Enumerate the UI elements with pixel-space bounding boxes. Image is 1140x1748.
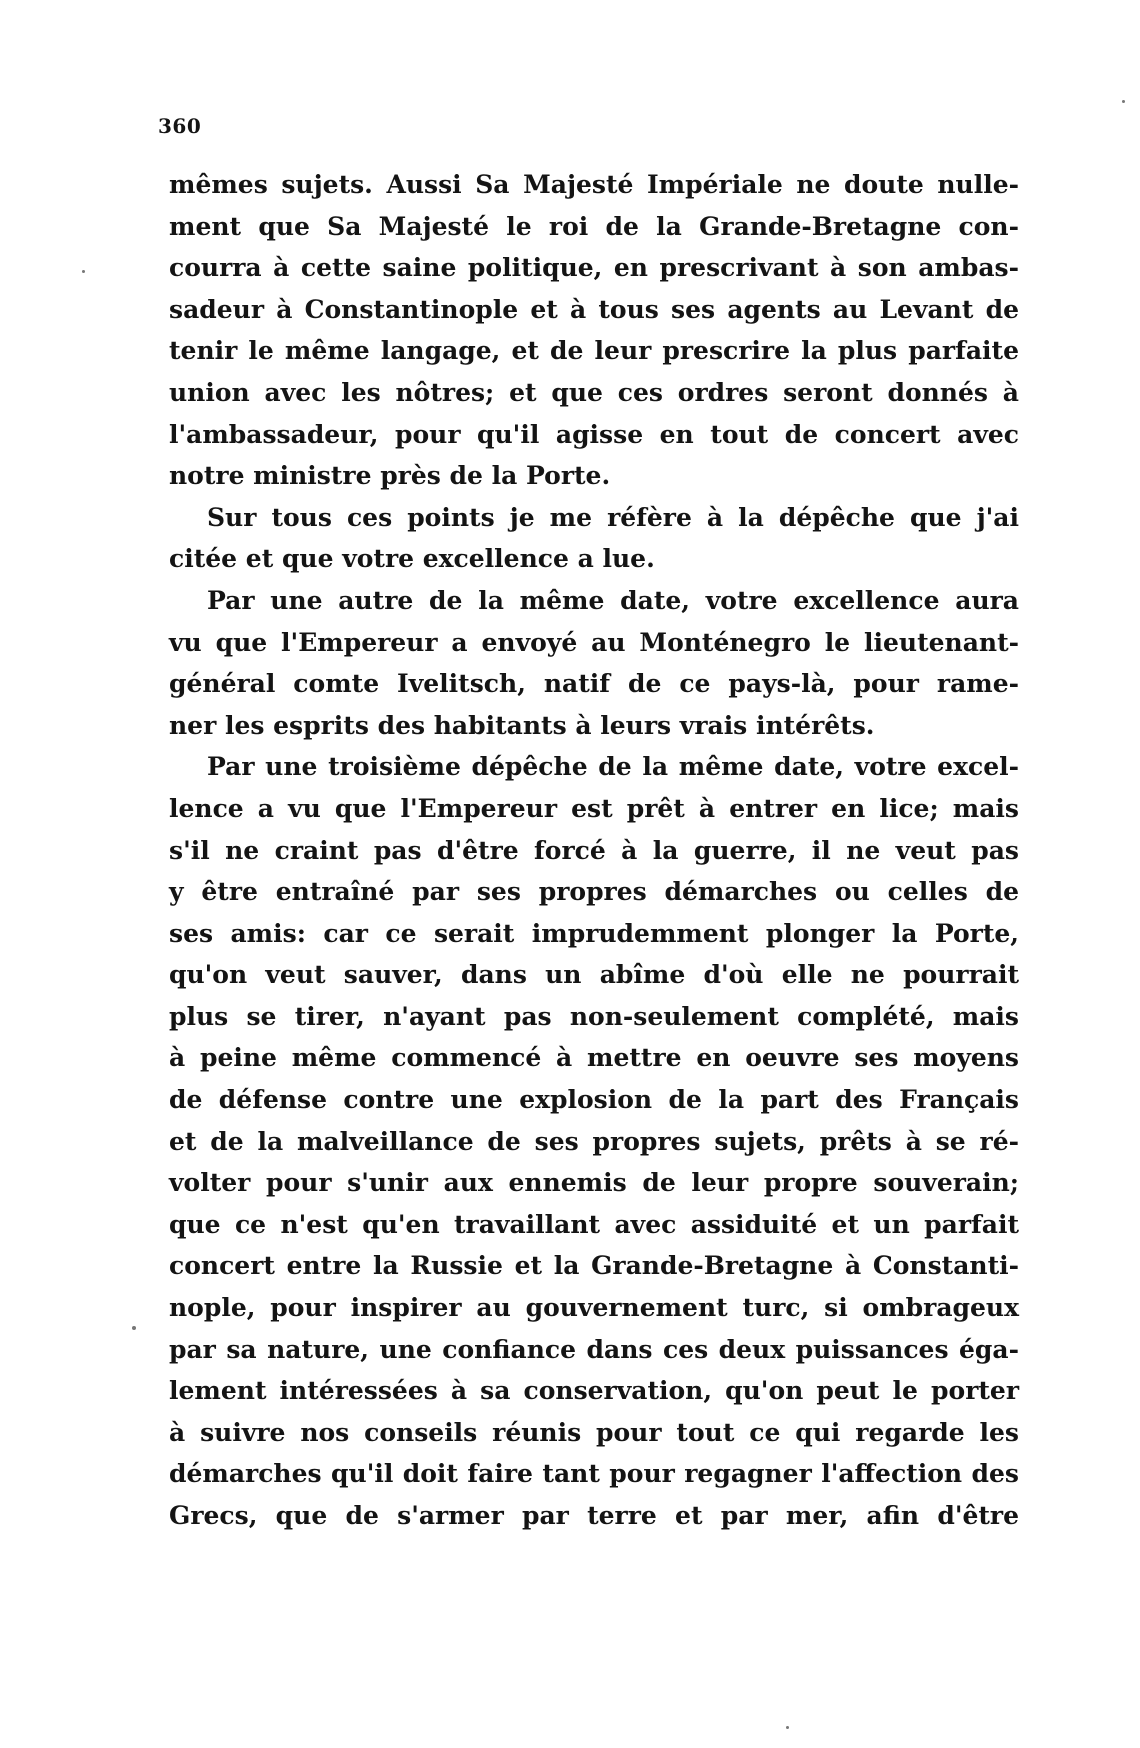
scan-speck xyxy=(1122,100,1125,103)
page-number: 360 xyxy=(158,114,202,138)
text-line: général comte Ivelitsch, natif de ce pays-là, pour rame- xyxy=(169,669,1019,699)
text-line: démarches qu'il doit faire tant pour regagner l'affection des xyxy=(169,1459,1019,1489)
text-line: tenir le même langage, et de leur prescrire la plus parfaite xyxy=(169,336,1019,366)
text-line: mêmes sujets. Aussi Sa Majesté Impériale ne doute nulle- xyxy=(169,170,1019,199)
text-line: ment que Sa Majesté le roi de la Grande-Bretagne con- xyxy=(169,211,1019,241)
text-line: Grecs, que de s'armer par terre et par mer, afin d'être xyxy=(169,1501,1019,1530)
text-line: et de la malveillance de ses propres sujets, prêts à se ré- xyxy=(169,1126,1019,1156)
text-line: Par une autre de la même date, votre excellence aura xyxy=(207,585,1019,615)
text-line: à suivre nos conseils réunis pour tout ce qui regarde les xyxy=(169,1417,1019,1447)
text-line: lence a vu que l'Empereur est prêt à entrer en lice; mais xyxy=(169,793,1019,823)
text-line: lement intéressées à sa conservation, qu'on peut le porter xyxy=(169,1376,1019,1406)
text-line: s'il ne craint pas d'être forcé à la guerre, il ne veut pas xyxy=(169,835,1019,865)
text-line: l'ambassadeur, pour qu'il agisse en tout de concert avec xyxy=(169,419,1019,449)
text-line: union avec les nôtres; et que ces ordres seront donnés à xyxy=(169,377,1019,407)
text-line: à peine même commencé à mettre en oeuvre ses moyens xyxy=(169,1043,1019,1073)
text-line: notre ministre près de la Porte. xyxy=(169,461,611,491)
text-line: Sur tous ces points je me réfère à la dépêche que j'ai xyxy=(207,502,1019,532)
text-line: plus se tirer, n'ayant pas non-seulement complété, mais xyxy=(169,1001,1019,1031)
scan-speck xyxy=(132,1326,136,1330)
text-line: ses amis: car ce serait imprudemment plonger la Porte, xyxy=(169,918,1019,948)
text-line: vu que l'Empereur a envoyé au Monténegro le lieutenant- xyxy=(169,627,1019,657)
text-line: concert entre la Russie et la Grande-Bretagne à Constanti- xyxy=(169,1251,1019,1281)
text-line: de défense contre une explosion de la part des Français xyxy=(169,1085,1019,1115)
text-line: que ce n'est qu'en travaillant avec assiduité et un parfait xyxy=(169,1209,1019,1239)
text-line: sadeur à Constantinople et à tous ses agents au Levant de xyxy=(169,294,1019,324)
text-line: ner les esprits des habitants à leurs vrais intérêts. xyxy=(169,710,875,740)
text-line: nople, pour inspirer au gouvernement turc, si ombrageux xyxy=(169,1293,1019,1323)
text-line: volter pour s'unir aux ennemis de leur propre souverain; xyxy=(169,1168,1019,1198)
text-line: Par une troisième dépêche de la même date, votre excel- xyxy=(207,752,1019,782)
body-text xyxy=(169,164,1019,1537)
text-line: citée et que votre excellence a lue. xyxy=(169,544,655,574)
text-line: qu'on veut sauver, dans un abîme d'où elle ne pourrait xyxy=(169,960,1019,990)
text-line: courra à cette saine politique, en prescrivant à son ambas- xyxy=(169,253,1019,283)
text-line: par sa nature, une confiance dans ces deux puissances éga- xyxy=(169,1334,1019,1364)
scan-speck xyxy=(786,1726,789,1729)
text-line: y être entraîné par ses propres démarches ou celles de xyxy=(169,877,1019,907)
scan-speck xyxy=(82,270,85,273)
